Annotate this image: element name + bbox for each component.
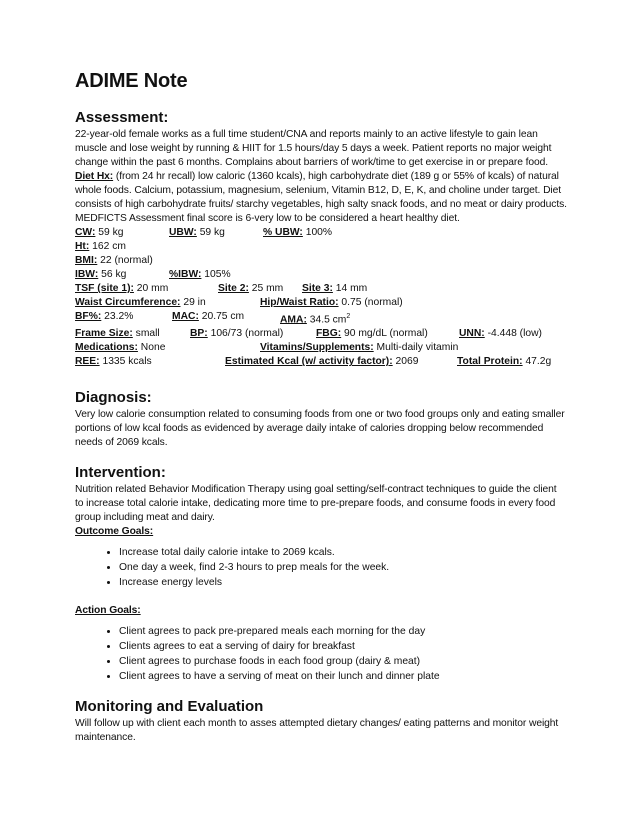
estimated-kcal-label: Estimated Kcal (w/ activity factor): (225, 356, 393, 368)
outcome-goals-list (75, 545, 567, 590)
diagnosis-section (75, 389, 567, 450)
ubw-label: UBW: (169, 227, 197, 238)
list-item: • Increase energy levels (119, 575, 567, 590)
hip-waist-value: 0.75 (normal) (338, 297, 403, 308)
monitoring-heading: Monitoring and Evaluation (75, 698, 264, 716)
anthro-row-bf (75, 310, 567, 327)
anthro-row-ibw (75, 268, 567, 282)
pubw-value: 100% (302, 227, 333, 238)
ama-unit-superscript: 2 (346, 313, 351, 320)
list-item: • Increase total daily calorie intake to 2069 kcals. (119, 545, 567, 560)
action-goals-list (75, 624, 567, 684)
total-protein-value: 47.2g (522, 356, 552, 368)
tsf-label: TSF (site 1): (75, 283, 134, 294)
cw-value: 59 kg (95, 227, 124, 238)
assessment-intro: 22-year-old female works as a full time student/CNA and reports mainly to an active lifestyle to gain lean muscle and lose weight by running & HIIT for 1.5 hours/day 5 days a week. Patient reports no major weight change within the past 6 months. Complains about barriers of work/time to get exercise in or prepare food. (75, 129, 552, 168)
frame-size-label: Frame Size: (75, 328, 133, 340)
intervention-text: Nutrition related Behavior Modification Therapy using goal setting/self-contract techniques to guide the client to increase total calorie intake, dedicating more time to pre-prepare foods, and consume foods in every food group including meat and dairy. (75, 484, 557, 524)
list-item: • Client agrees to pack pre-prepared meals each morning for the day (119, 624, 567, 639)
diagnosis-text: Very low calorie consumption related to consuming foods from one or two food groups only and eating smaller portions of low kcal foods as evidenced by average daily intake of calories dropping below recommended needs of 2069 kcals. (75, 409, 565, 449)
action-goals-heading: Action Goals: (75, 605, 141, 617)
monitoring-section (75, 698, 567, 745)
anthro-row-cw (75, 226, 567, 240)
diet-label: Diet Hx: (75, 171, 114, 182)
cw-label: CW: (75, 227, 96, 238)
clinical-row-meds (75, 341, 567, 355)
list-item: • Client agrees to have a serving of meat on their lunch and dinner plate (119, 669, 567, 684)
fbg-label: FBG: (316, 328, 342, 340)
waist-label: Waist Circumference: (75, 297, 181, 308)
anthro-row-ht (75, 240, 567, 254)
unn-label: UNN: (459, 328, 485, 340)
document-page (75, 70, 567, 759)
medications-label: Medications: (75, 342, 138, 354)
medications-value: None (137, 342, 166, 354)
fbg-value: 90 mg/dL (normal) (341, 328, 428, 340)
page-title: ADIME Note (75, 70, 188, 92)
assessment-heading: Assessment: (75, 109, 169, 126)
site2-label: Site 2: (218, 283, 249, 294)
bp-label: BP: (190, 328, 208, 340)
bmi-label: BMI: (75, 255, 98, 266)
ama-label: AMA: (280, 314, 307, 326)
ht-label: Ht: (75, 241, 90, 252)
mac-label: MAC: (172, 311, 199, 322)
bf-label: BF%: (75, 311, 102, 322)
bf-value: 23.2% (101, 311, 134, 322)
ubw-value: 59 kg (196, 227, 225, 238)
site3-label: Site 3: (302, 283, 333, 294)
monitoring-text: Will follow up with client each month to asses attempted dietary changes/ eating patterns and monitor weight maintenance. (75, 718, 559, 744)
hip-waist-label: Hip/Waist Ratio: (260, 297, 339, 308)
pibw-label: %IBW: (169, 269, 202, 280)
energy-row (75, 355, 567, 369)
list-item: • Clients agrees to eat a serving of dairy for breakfast (119, 639, 567, 654)
site3-value: 14 mm (332, 283, 368, 294)
list-item: • One day a week, find 2-3 hours to prep meals for the week. (119, 560, 567, 575)
ibw-label: IBW: (75, 269, 99, 280)
diet-text: (from 24 hr recall) low caloric (1360 kcals), high carbohydrate diet (189 g or 55% of kcals) of natural whole foods. Calcium, potassium, magnesium, selenium, Vitamin B12, D, E, K, and choline under target. Diet consists of high carbohydrate fruits/ starchy vegetables, high salty snack foods, and no meat or dairy products. MEDFICTS Assessment final score is 6-very low to be considered a heart healthy diet. (75, 171, 567, 224)
clinical-row-frame (75, 327, 567, 341)
outcome-goals-heading: Outcome Goals: (75, 526, 154, 538)
list-item: • Client agrees to purchase foods in each food group (dairy & meat) (119, 654, 567, 669)
mac-value: 20.75 cm (198, 311, 245, 322)
pubw-label: % UBW: (263, 227, 303, 238)
intervention-section (75, 464, 567, 684)
ree-label: REE: (75, 356, 100, 368)
anthro-row-bmi (75, 254, 567, 268)
ibw-value: 56 kg (98, 269, 127, 280)
site2-value: 25 mm (248, 283, 284, 294)
assessment-section (75, 109, 567, 369)
diagnosis-heading: Diagnosis: (75, 389, 152, 407)
intervention-heading: Intervention: (75, 464, 166, 482)
anthro-row-waist (75, 296, 567, 310)
anthro-row-tsf (75, 282, 567, 296)
ama-value: 34.5 cm (306, 314, 347, 326)
frame-size-value: small (132, 328, 160, 340)
bp-value: 106/73 (normal) (207, 328, 284, 340)
bmi-value: 22 (normal) (97, 255, 153, 266)
ht-value: 162 cm (89, 241, 126, 252)
ree-value: 1335 kcals (99, 356, 152, 368)
vitamins-label: Vitamins/Supplements: (260, 342, 374, 354)
tsf-value: 20 mm (133, 283, 169, 294)
unn-value: -4.448 (low) (484, 328, 542, 340)
diet-history (75, 170, 567, 226)
total-protein-label: Total Protein: (457, 356, 523, 368)
pibw-value: 105% (201, 269, 231, 280)
estimated-kcal-value: 2069 (392, 356, 419, 368)
waist-value: 29 in (180, 297, 206, 308)
vitamins-value: Multi-daily vitamin (373, 342, 459, 354)
